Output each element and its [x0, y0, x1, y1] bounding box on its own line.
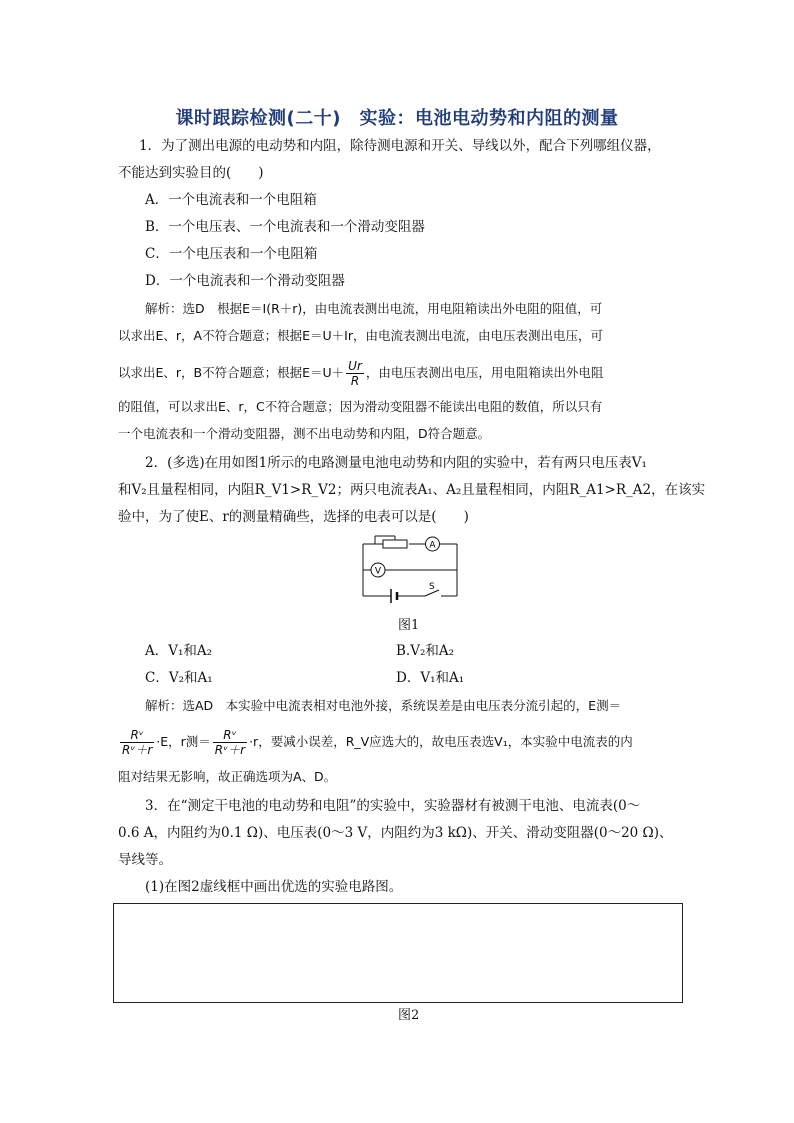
- q2-option-d: D．V₁和A₁: [396, 670, 465, 686]
- q1-analysis-line3-part1: 以求出E、r，B不符合题意；根据E＝U＋: [118, 365, 345, 380]
- q1-analysis-line2: 以求出E、r，A不符合题意；根据E＝U＋Ir，由电流表测出电流，由电压表测出电压，可: [118, 328, 603, 343]
- q2-fraction-2: [213, 728, 247, 757]
- figure2-caption: 图2: [398, 1008, 420, 1023]
- ammeter-label: A: [429, 540, 436, 551]
- q1-option-a: A．一个电流表和一个电阻箱: [145, 192, 317, 208]
- q2-analysis-line3: 阻对结果无影响，故正确选项为A、D。: [118, 769, 337, 784]
- q2-analysis-mid1: ·E，r测＝: [156, 734, 211, 749]
- q1-analysis-line4: 的阻值，可以求出E、r，C不符合题意；因为滑动变阻器不能读出电阻的数值，所以只有: [118, 399, 603, 414]
- q1-analysis-line3: [118, 355, 603, 391]
- q1-option-b: B．一个电压表、一个电流表和一个滑动变阻器: [145, 219, 425, 235]
- q3-sub1: (1)在图2虚线框中画出优选的实验电路图。: [145, 879, 403, 895]
- q2-option-a: A．V₁和A₂: [145, 643, 213, 659]
- q2-analysis-mid2: ·r，要减小误差，R_V应选大的，故电压表选V₁，本实验中电流表的内: [249, 734, 633, 749]
- q3-stem-line3: 导线等。: [118, 852, 172, 868]
- q2-fraction-1: [120, 728, 154, 757]
- q2-fraction-1-num: Rᵛ: [120, 728, 154, 743]
- q2-analysis-line1: 解析：选AD 本实验中电流表相对电池外接，系统误差是由电压表分流引起的，E测＝: [145, 698, 622, 713]
- q1-fraction: [346, 359, 364, 388]
- q2-option-c: C．V₂和A₁: [145, 670, 213, 686]
- q1-analysis-line1: 解析：选D 根据E＝I(R＋r)，由电流表测出电流，用电阻箱读出外电阻的阻值，可: [145, 301, 603, 316]
- q1-option-d: D．一个电流表和一个滑动变阻器: [145, 273, 345, 289]
- q2-stem-line2: 和V₂且量程相同，内阻R_V1>R_V2；两只电流表A₁、A₂且量程相同，内阻R_A1>R_A2，在该实: [118, 482, 706, 498]
- q2-analysis-line2: [118, 724, 633, 760]
- figure1-circuit: [355, 534, 465, 604]
- q1-analysis-line3-part2: ，由电压表测出电压，用电阻箱读出外电阻: [365, 365, 604, 380]
- rheostat-symbol: [383, 540, 407, 548]
- q1-stem-line1: 1．为了测出电源的电动势和内阻，除待测电源和开关、导线以外，配合下列哪组仪器，: [139, 138, 661, 154]
- q3-stem-line2: 0.6 A，内阻约为0.1 Ω)、电压表(0～3 V，内阻约为3 kΩ)、开关、滑动变阻器(0～20 Ω)、: [118, 825, 673, 841]
- voltmeter-label: V: [374, 566, 382, 577]
- q1-option-c: C．一个电压表和一个电阻箱: [145, 246, 318, 262]
- switch-label: S: [429, 582, 435, 592]
- figure2-answer-box[interactable]: [113, 903, 683, 1003]
- q2-stem-line3: 验中，为了使E、r的测量精确些，选择的电表可以是( ): [118, 509, 469, 525]
- q2-fraction-1-den: Rᵛ＋r: [122, 743, 153, 757]
- battery-symbol: [391, 589, 397, 603]
- figure1-caption: 图1: [398, 618, 420, 633]
- q2-fraction-2-den: Rᵛ＋r: [214, 743, 246, 757]
- page-title: 课时跟踪检测(二十) 实验：电池电动势和内阻的测量: [175, 108, 619, 129]
- q2-option-b: B.V₂和A₂: [396, 643, 455, 659]
- q2-stem-line1: 2．(多选)在用如图1所示的电路测量电池电动势和内阻的实验中，若有两只电压表V₁: [145, 455, 647, 471]
- q1-analysis-line5: 一个电流表和一个滑动变阻器，测不出电动势和内阻，D符合题意。: [118, 426, 491, 441]
- q2-fraction-2-num: Rᵛ: [213, 728, 247, 743]
- q1-fraction-num: Ur: [348, 359, 362, 373]
- q1-stem-line2: 不能达到实验目的( ): [118, 165, 264, 181]
- q1-fraction-den: R: [350, 374, 360, 388]
- q3-stem-line1: 3．在“测定干电池的电动势和电阻”的实验中，实验器材有被测干电池、电流表(0～: [145, 798, 641, 814]
